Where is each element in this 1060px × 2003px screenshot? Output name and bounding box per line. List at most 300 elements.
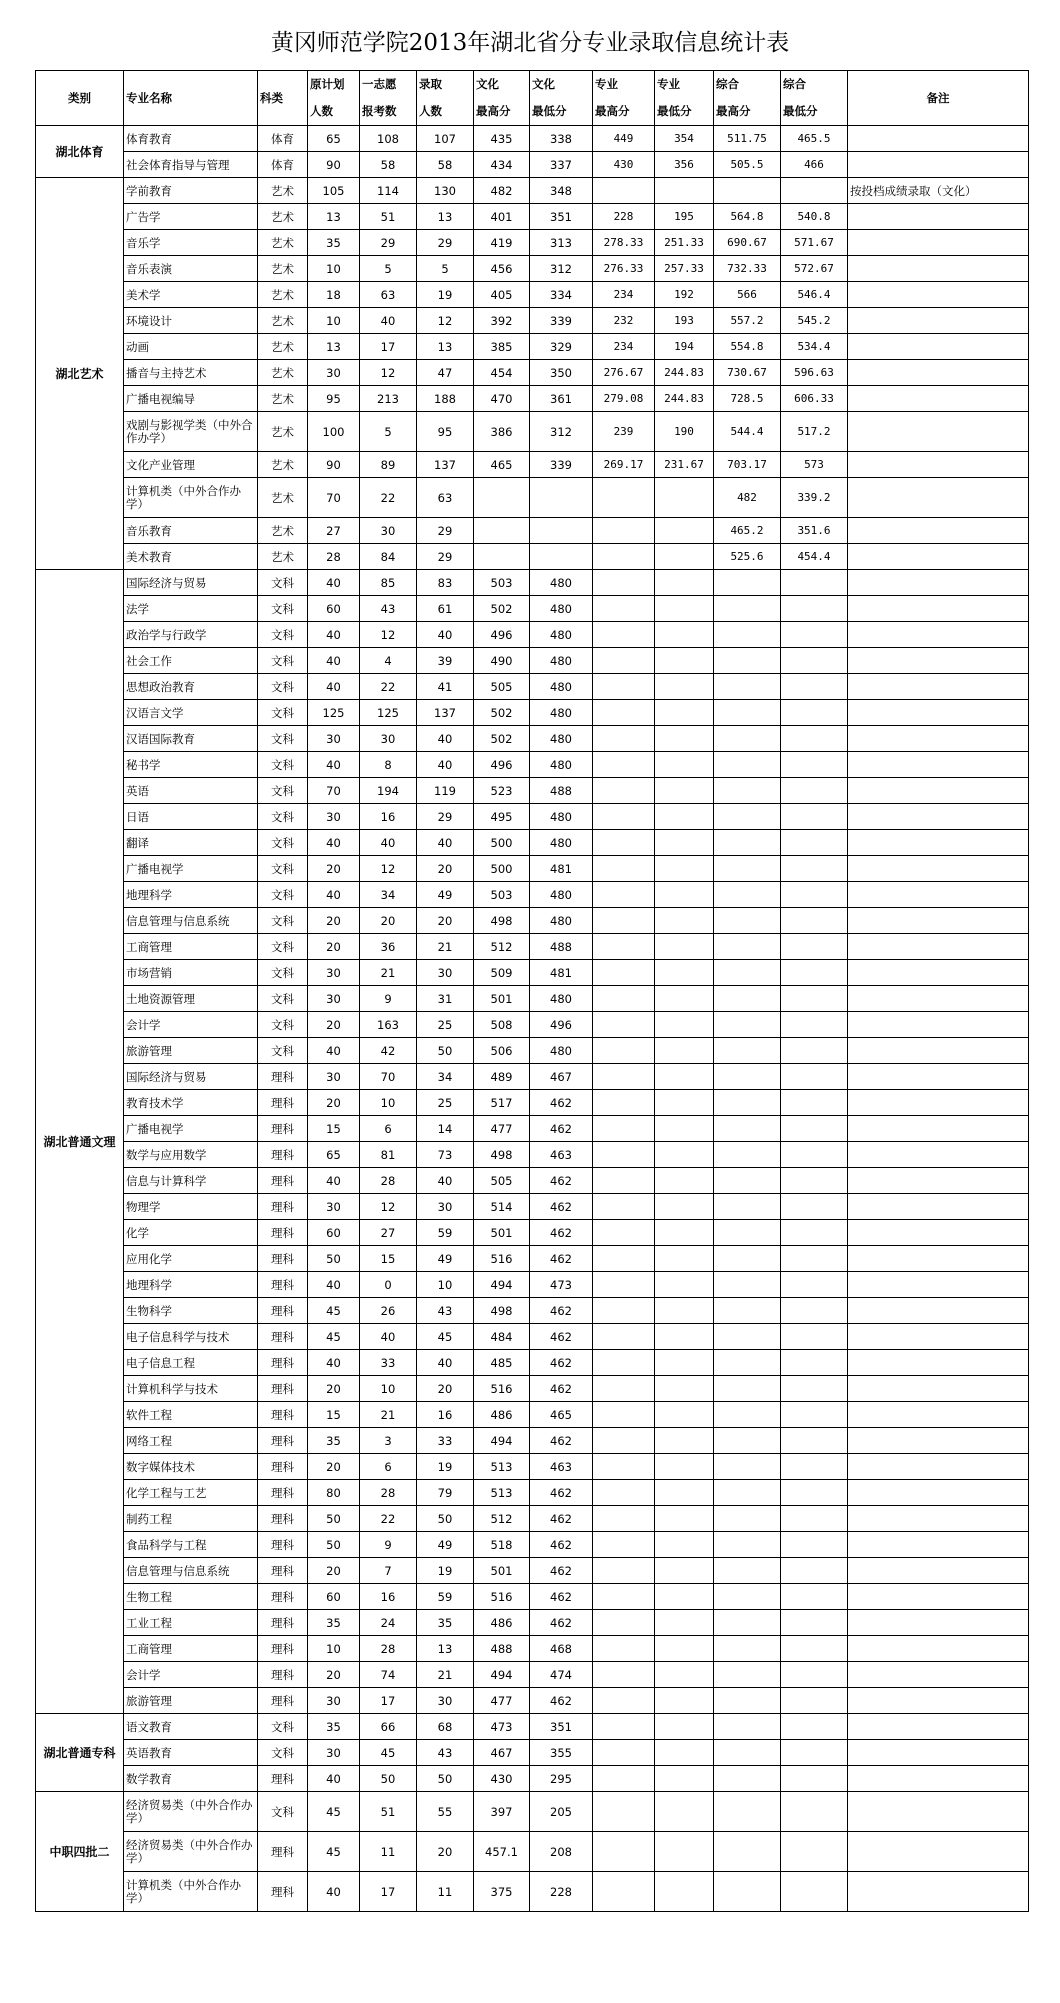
value-cell	[714, 570, 781, 596]
value-cell: 462	[530, 1428, 593, 1454]
header-culture-max: 文化 最高分	[474, 71, 530, 126]
major-cell: 英语教育	[124, 1740, 258, 1766]
value-cell: 361	[530, 386, 593, 412]
value-cell: 467	[530, 1064, 593, 1090]
value-cell: 462	[530, 1168, 593, 1194]
value-cell: 28	[360, 1168, 417, 1194]
table-row	[36, 1116, 1029, 1142]
remark-cell	[848, 282, 1029, 308]
value-cell: 419	[474, 230, 530, 256]
value-cell	[655, 960, 714, 986]
remark-cell	[848, 204, 1029, 230]
value-cell: 348	[530, 178, 593, 204]
subject-cell: 理科	[258, 1558, 308, 1584]
value-cell	[781, 1454, 848, 1480]
value-cell: 462	[530, 1610, 593, 1636]
value-cell	[781, 1480, 848, 1506]
remark-cell	[848, 478, 1029, 518]
value-cell: 45	[417, 1324, 474, 1350]
value-cell: 30	[308, 986, 360, 1012]
table-row	[36, 986, 1029, 1012]
value-cell: 11	[417, 1872, 474, 1912]
value-cell: 338	[530, 126, 593, 152]
value-cell: 503	[474, 882, 530, 908]
value-cell: 462	[530, 1116, 593, 1142]
value-cell: 63	[417, 478, 474, 518]
value-cell	[781, 622, 848, 648]
value-cell	[655, 1662, 714, 1688]
value-cell	[593, 1454, 655, 1480]
value-cell	[714, 986, 781, 1012]
value-cell	[781, 1272, 848, 1298]
value-cell: 462	[530, 1324, 593, 1350]
subject-cell: 艺术	[258, 178, 308, 204]
remark-cell	[848, 1506, 1029, 1532]
table-row	[36, 204, 1029, 230]
value-cell	[655, 1506, 714, 1532]
value-cell: 462	[530, 1246, 593, 1272]
value-cell	[714, 178, 781, 204]
subject-cell: 理科	[258, 1766, 308, 1792]
major-cell: 语文教育	[124, 1714, 258, 1740]
major-cell: 信息与计算科学	[124, 1168, 258, 1194]
value-cell	[655, 1376, 714, 1402]
value-cell: 257.33	[655, 256, 714, 282]
value-cell: 498	[474, 1298, 530, 1324]
value-cell	[714, 1872, 781, 1912]
value-cell	[781, 1740, 848, 1766]
value-cell: 63	[360, 282, 417, 308]
value-cell: 703.17	[714, 452, 781, 478]
value-cell	[714, 1220, 781, 1246]
value-cell	[655, 570, 714, 596]
major-cell: 秘书学	[124, 752, 258, 778]
value-cell	[655, 1298, 714, 1324]
subject-cell: 理科	[258, 1064, 308, 1090]
value-cell: 20	[360, 908, 417, 934]
value-cell	[781, 986, 848, 1012]
major-cell: 经济贸易类（中外合作办学）	[124, 1792, 258, 1832]
subject-cell: 理科	[258, 1350, 308, 1376]
value-cell	[593, 1220, 655, 1246]
value-cell	[655, 1792, 714, 1832]
major-cell: 音乐表演	[124, 256, 258, 282]
value-cell: 474	[530, 1662, 593, 1688]
table-row	[36, 1376, 1029, 1402]
major-cell: 汉语言文学	[124, 700, 258, 726]
value-cell	[593, 1298, 655, 1324]
value-cell	[714, 1610, 781, 1636]
value-cell: 55	[417, 1792, 474, 1832]
value-cell: 501	[474, 1558, 530, 1584]
value-cell: 18	[308, 282, 360, 308]
major-cell: 法学	[124, 596, 258, 622]
subject-cell: 理科	[258, 1220, 308, 1246]
subject-cell: 理科	[258, 1636, 308, 1662]
value-cell	[593, 804, 655, 830]
subject-cell: 理科	[258, 1584, 308, 1610]
value-cell: 467	[474, 1740, 530, 1766]
remark-cell	[848, 452, 1029, 478]
table-row	[36, 386, 1029, 412]
remark-cell	[848, 1142, 1029, 1168]
major-cell: 计算机科学与技术	[124, 1376, 258, 1402]
value-cell	[593, 1194, 655, 1220]
value-cell	[655, 934, 714, 960]
table-row	[36, 544, 1029, 570]
value-cell: 606.33	[781, 386, 848, 412]
value-cell: 43	[360, 596, 417, 622]
value-cell: 12	[360, 856, 417, 882]
value-cell: 22	[360, 674, 417, 700]
major-cell: 广告学	[124, 204, 258, 230]
value-cell	[781, 1428, 848, 1454]
value-cell	[714, 1688, 781, 1714]
major-cell: 文化产业管理	[124, 452, 258, 478]
subject-cell: 理科	[258, 1506, 308, 1532]
value-cell: 15	[360, 1246, 417, 1272]
value-cell	[655, 726, 714, 752]
value-cell	[655, 1038, 714, 1064]
value-cell: 80	[308, 1480, 360, 1506]
value-cell	[781, 1532, 848, 1558]
value-cell: 496	[474, 752, 530, 778]
value-cell: 12	[360, 1194, 417, 1220]
value-cell: 465.5	[781, 126, 848, 152]
value-cell: 137	[417, 700, 474, 726]
subject-cell: 文科	[258, 674, 308, 700]
value-cell: 50	[417, 1506, 474, 1532]
value-cell	[593, 1428, 655, 1454]
value-cell: 350	[530, 360, 593, 386]
value-cell: 337	[530, 152, 593, 178]
value-cell	[593, 1376, 655, 1402]
remark-cell	[848, 1246, 1029, 1272]
table-row	[36, 1168, 1029, 1194]
subject-cell: 理科	[258, 1428, 308, 1454]
value-cell: 462	[530, 1480, 593, 1506]
remark-cell	[848, 1350, 1029, 1376]
value-cell	[655, 1116, 714, 1142]
value-cell: 339.2	[781, 478, 848, 518]
subject-cell: 理科	[258, 1402, 308, 1428]
value-cell	[781, 934, 848, 960]
major-cell: 环境设计	[124, 308, 258, 334]
value-cell: 454.4	[781, 544, 848, 570]
value-cell: 43	[417, 1740, 474, 1766]
value-cell: 498	[474, 908, 530, 934]
value-cell	[714, 648, 781, 674]
value-cell: 36	[360, 934, 417, 960]
value-cell	[781, 1168, 848, 1194]
value-cell: 462	[530, 1532, 593, 1558]
value-cell: 188	[417, 386, 474, 412]
major-cell: 会计学	[124, 1662, 258, 1688]
value-cell: 334	[530, 282, 593, 308]
value-cell: 5	[360, 412, 417, 452]
value-cell	[593, 1506, 655, 1532]
header-composite-max: 综合 最高分	[714, 71, 781, 126]
value-cell	[781, 778, 848, 804]
value-cell: 40	[417, 1168, 474, 1194]
value-cell: 20	[308, 856, 360, 882]
subject-cell: 艺术	[258, 478, 308, 518]
value-cell: 74	[360, 1662, 417, 1688]
value-cell	[655, 1832, 714, 1872]
value-cell: 70	[308, 778, 360, 804]
value-cell: 29	[417, 230, 474, 256]
value-cell: 557.2	[714, 308, 781, 334]
value-cell: 228	[593, 204, 655, 230]
value-cell: 456	[474, 256, 530, 282]
major-cell: 国际经济与贸易	[124, 570, 258, 596]
value-cell	[714, 622, 781, 648]
value-cell	[781, 1012, 848, 1038]
value-cell	[781, 700, 848, 726]
value-cell: 213	[360, 386, 417, 412]
value-cell: 70	[308, 478, 360, 518]
value-cell	[714, 1480, 781, 1506]
value-cell: 465.2	[714, 518, 781, 544]
subject-cell: 艺术	[258, 282, 308, 308]
value-cell: 473	[474, 1714, 530, 1740]
value-cell: 690.67	[714, 230, 781, 256]
value-cell	[593, 882, 655, 908]
value-cell: 40	[308, 648, 360, 674]
value-cell: 517	[474, 1090, 530, 1116]
table-row	[36, 1766, 1029, 1792]
value-cell: 489	[474, 1064, 530, 1090]
remark-cell	[848, 1038, 1029, 1064]
major-cell: 广播电视学	[124, 856, 258, 882]
major-cell: 音乐学	[124, 230, 258, 256]
value-cell: 73	[417, 1142, 474, 1168]
table-row	[36, 1350, 1029, 1376]
value-cell: 14	[417, 1116, 474, 1142]
value-cell	[714, 1636, 781, 1662]
value-cell: 488	[530, 934, 593, 960]
value-cell: 65	[308, 1142, 360, 1168]
subject-cell: 文科	[258, 648, 308, 674]
value-cell: 462	[530, 1194, 593, 1220]
value-cell: 232	[593, 308, 655, 334]
value-cell: 339	[530, 452, 593, 478]
value-cell: 45	[308, 1792, 360, 1832]
header-major-max: 专业 最高分	[593, 71, 655, 126]
subject-cell: 文科	[258, 934, 308, 960]
value-cell: 516	[474, 1584, 530, 1610]
major-cell: 旅游管理	[124, 1688, 258, 1714]
value-cell	[714, 1116, 781, 1142]
value-cell: 30	[308, 1064, 360, 1090]
value-cell: 573	[781, 452, 848, 478]
value-cell: 20	[417, 1832, 474, 1872]
subject-cell: 理科	[258, 1454, 308, 1480]
subject-cell: 文科	[258, 1038, 308, 1064]
value-cell: 463	[530, 1454, 593, 1480]
remark-cell	[848, 674, 1029, 700]
value-cell: 83	[417, 570, 474, 596]
major-cell: 生物科学	[124, 1298, 258, 1324]
table-row	[36, 152, 1029, 178]
value-cell	[781, 1558, 848, 1584]
value-cell: 434	[474, 152, 530, 178]
value-cell: 60	[308, 1584, 360, 1610]
value-cell: 454	[474, 360, 530, 386]
value-cell	[781, 1350, 848, 1376]
value-cell	[714, 674, 781, 700]
value-cell: 355	[530, 1740, 593, 1766]
table-row	[36, 1832, 1029, 1872]
value-cell: 244.83	[655, 360, 714, 386]
value-cell: 392	[474, 308, 530, 334]
value-cell: 480	[530, 700, 593, 726]
value-cell	[593, 1090, 655, 1116]
table-row	[36, 1532, 1029, 1558]
table-row	[36, 1324, 1029, 1350]
value-cell	[655, 700, 714, 726]
table-row	[36, 230, 1029, 256]
value-cell	[655, 1872, 714, 1912]
subject-cell: 文科	[258, 570, 308, 596]
value-cell: 10	[308, 256, 360, 282]
remark-cell	[848, 1714, 1029, 1740]
value-cell	[714, 1350, 781, 1376]
header-major-min: 专业 最低分	[655, 71, 714, 126]
subject-cell: 文科	[258, 596, 308, 622]
value-cell: 89	[360, 452, 417, 478]
value-cell: 20	[308, 1454, 360, 1480]
value-cell: 473	[530, 1272, 593, 1298]
remark-cell	[848, 960, 1029, 986]
value-cell	[655, 1584, 714, 1610]
major-cell: 电子信息工程	[124, 1350, 258, 1376]
value-cell: 511.75	[714, 126, 781, 152]
major-cell: 工商管理	[124, 934, 258, 960]
table-row	[36, 334, 1029, 360]
value-cell: 571.67	[781, 230, 848, 256]
subject-cell: 文科	[258, 726, 308, 752]
remark-cell	[848, 570, 1029, 596]
value-cell: 40	[308, 1038, 360, 1064]
remark-cell	[848, 1480, 1029, 1506]
value-cell	[593, 1116, 655, 1142]
value-cell: 20	[308, 908, 360, 934]
value-cell: 40	[308, 752, 360, 778]
value-cell	[593, 1480, 655, 1506]
value-cell: 477	[474, 1116, 530, 1142]
value-cell: 41	[417, 674, 474, 700]
table-row	[36, 1090, 1029, 1116]
value-cell: 9	[360, 1532, 417, 1558]
value-cell: 470	[474, 386, 530, 412]
value-cell: 79	[417, 1480, 474, 1506]
value-cell: 494	[474, 1428, 530, 1454]
value-cell: 100	[308, 412, 360, 452]
value-cell: 81	[360, 1142, 417, 1168]
table-row	[36, 1584, 1029, 1610]
table-row	[36, 1272, 1029, 1298]
value-cell	[781, 1090, 848, 1116]
value-cell: 20	[417, 856, 474, 882]
major-cell: 食品科学与工程	[124, 1532, 258, 1558]
remark-cell	[848, 882, 1029, 908]
value-cell	[655, 804, 714, 830]
value-cell: 58	[417, 152, 474, 178]
remark-cell	[848, 648, 1029, 674]
value-cell: 505.5	[714, 152, 781, 178]
remark-cell	[848, 256, 1029, 282]
value-cell: 728.5	[714, 386, 781, 412]
subject-cell: 艺术	[258, 230, 308, 256]
value-cell: 21	[360, 960, 417, 986]
value-cell	[714, 1376, 781, 1402]
remark-cell	[848, 1220, 1029, 1246]
value-cell: 84	[360, 544, 417, 570]
value-cell: 488	[530, 778, 593, 804]
value-cell	[655, 1688, 714, 1714]
subject-cell: 体育	[258, 126, 308, 152]
header-remark: 备注	[848, 71, 1029, 126]
value-cell: 33	[360, 1350, 417, 1376]
value-cell: 465	[474, 452, 530, 478]
value-cell	[781, 1038, 848, 1064]
value-cell: 481	[530, 856, 593, 882]
subject-cell: 理科	[258, 1116, 308, 1142]
value-cell: 534.4	[781, 334, 848, 360]
value-cell: 517.2	[781, 412, 848, 452]
value-cell	[474, 518, 530, 544]
value-cell	[593, 178, 655, 204]
value-cell: 468	[530, 1636, 593, 1662]
value-cell: 544.4	[714, 412, 781, 452]
remark-cell	[848, 1194, 1029, 1220]
value-cell: 59	[417, 1584, 474, 1610]
remark-cell	[848, 1324, 1029, 1350]
value-cell: 40	[308, 830, 360, 856]
value-cell: 30	[360, 726, 417, 752]
value-cell	[781, 830, 848, 856]
value-cell: 40	[308, 1350, 360, 1376]
major-cell: 网络工程	[124, 1428, 258, 1454]
table-row	[36, 478, 1029, 518]
value-cell: 68	[417, 1714, 474, 1740]
value-cell: 505	[474, 1168, 530, 1194]
table-row	[36, 412, 1029, 452]
table-row	[36, 856, 1029, 882]
table-row	[36, 126, 1029, 152]
value-cell	[714, 1454, 781, 1480]
value-cell: 502	[474, 700, 530, 726]
value-cell	[714, 1168, 781, 1194]
table-row	[36, 596, 1029, 622]
table-row	[36, 960, 1029, 986]
remark-cell	[848, 152, 1029, 178]
value-cell	[593, 1272, 655, 1298]
category-cell: 湖北体育	[36, 126, 124, 178]
major-cell: 国际经济与贸易	[124, 1064, 258, 1090]
value-cell	[593, 674, 655, 700]
value-cell: 462	[530, 1688, 593, 1714]
value-cell: 40	[308, 622, 360, 648]
value-cell	[593, 1688, 655, 1714]
subject-cell: 文科	[258, 700, 308, 726]
value-cell	[593, 778, 655, 804]
value-cell	[714, 960, 781, 986]
value-cell: 60	[308, 596, 360, 622]
value-cell: 20	[308, 934, 360, 960]
value-cell	[593, 622, 655, 648]
